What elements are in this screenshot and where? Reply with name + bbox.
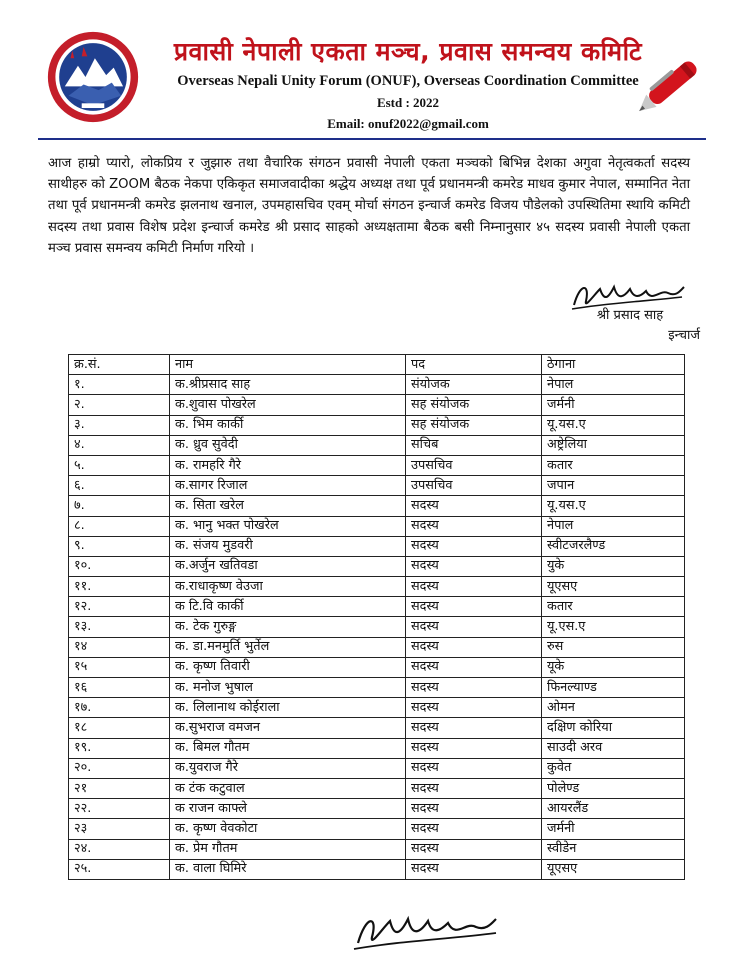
signatory-role: इन्चार्ज <box>668 328 700 343</box>
cell-serial: ३. <box>69 415 170 435</box>
cell-address: जपान <box>542 476 685 496</box>
table-row <box>69 435 685 455</box>
header-serial: क्र.सं. <box>69 355 170 375</box>
cell-position: सदस्य <box>406 859 542 879</box>
table-row <box>69 556 685 576</box>
cell-serial: ६. <box>69 476 170 496</box>
header-address: ठेगाना <box>542 355 685 375</box>
cell-serial: ५. <box>69 455 170 475</box>
cell-position: सदस्य <box>406 799 542 819</box>
cell-address: फिनल्याण्ड <box>542 678 685 698</box>
org-title-nepali: प्रवासी नेपाली एकता मञ्च, प्रवास समन्वय कमिटि <box>173 37 643 66</box>
cell-position: सदस्य <box>406 778 542 798</box>
cell-serial: २२. <box>69 799 170 819</box>
cell-address: आयरलैंड <box>542 799 685 819</box>
table-row <box>69 536 685 556</box>
cell-position: उपसचिव <box>406 455 542 475</box>
cell-position: सह संयोजक <box>406 395 542 415</box>
cell-serial: ८. <box>69 516 170 536</box>
cell-address: नेपाल <box>542 516 685 536</box>
table-row <box>69 476 685 496</box>
cell-position: सदस्य <box>406 637 542 657</box>
cell-serial: १६ <box>69 678 170 698</box>
table-row <box>69 617 685 637</box>
cell-serial: १८ <box>69 718 170 738</box>
cell-name: क. भानु भक्त पोखरेल <box>170 516 406 536</box>
cell-name: क.राधाकृष्ण वेउजा <box>170 577 406 597</box>
table-row <box>69 597 685 617</box>
table-row <box>69 819 685 839</box>
table-row <box>69 698 685 718</box>
cell-name: क.युवराज गैरे <box>170 758 406 778</box>
cell-name: क.सुभराज वमजन <box>170 718 406 738</box>
cell-name: क. मनोज भुषाल <box>170 678 406 698</box>
cell-address: यूएसए <box>542 859 685 879</box>
cell-serial: २५. <box>69 859 170 879</box>
cell-name: क.सागर रिजाल <box>170 476 406 496</box>
table-row <box>69 496 685 516</box>
intro-paragraph: आज हाम्रो प्यारो, लोकप्रिय र जुझारु तथा वैचारिक संगठन प्रवासी नेपाली एकता मञ्चको बिभिन्न देशका अगुवा नेतृत्वकर्ता सदस्य साथीहरु को ZOOM बैठक नेकपा एकिकृत समाजवादीका श्रद्धेय अध्यक्ष तथा पूर्व प्रधानमन्त्री कमरेड माधव कुमार नेपाल, सम्मानित नेता तथा पूर्व प्रधानमन्त्री कमरेड झलनाथ खनाल, उपमहासचिव एवम् मोर्चा संगठन इन्चार्ज कमरेड विजय पौडेलको उपस्थितिमा स्थायि कमिटी सदस्य तथा प्रवास विशेष प्रदेश इन्चार्ज कमरेड श्री प्रसाद साहको अध्यक्षतामा बैठक बसी निम्नानुसार ४५ सदस्य प्रवासी नेपाली एकता मञ्च प्रवास समन्वय कमिटी निर्माण गरियो । <box>48 156 690 256</box>
cell-serial: ९. <box>69 536 170 556</box>
cell-serial: २१ <box>69 778 170 798</box>
cell-position: सदस्य <box>406 718 542 738</box>
table-row <box>69 718 685 738</box>
cell-name: क राजन काफ्ले <box>170 799 406 819</box>
cell-serial: २. <box>69 395 170 415</box>
cell-name: क. प्रेम गौतम <box>170 839 406 859</box>
table-row <box>69 415 685 435</box>
table-row <box>69 637 685 657</box>
cell-address: साउदी अरव <box>542 738 685 758</box>
cell-position: उपसचिव <box>406 476 542 496</box>
table-row <box>69 859 685 879</box>
cell-serial: ४. <box>69 435 170 455</box>
table-row <box>69 839 685 859</box>
cell-address: कतार <box>542 455 685 475</box>
cell-address: यू.यस.ए <box>542 415 685 435</box>
cell-position: सदस्य <box>406 536 542 556</box>
cell-name: क. टेक गुरुङ्ग <box>170 617 406 637</box>
cell-address: जर्मनी <box>542 395 685 415</box>
cell-position: सदस्य <box>406 698 542 718</box>
cell-position: संयोजक <box>406 375 542 395</box>
cell-position: सचिब <box>406 435 542 455</box>
cell-address: यूके <box>542 657 685 677</box>
cell-serial: १७. <box>69 698 170 718</box>
cell-position: सदस्य <box>406 496 542 516</box>
cell-serial: १०. <box>69 556 170 576</box>
cell-address: जर्मनी <box>542 819 685 839</box>
header-divider <box>38 138 706 140</box>
cell-name: क. लिलानाथ कोईराला <box>170 698 406 718</box>
cell-name: क. बिमल गौतम <box>170 738 406 758</box>
cell-serial: १३. <box>69 617 170 637</box>
cell-address: स्वीटजरलैण्ड <box>542 536 685 556</box>
cell-name: क टि.वि कार्की <box>170 597 406 617</box>
cell-position: सदस्य <box>406 819 542 839</box>
established-line: Estd : 2022 <box>376 95 440 110</box>
cell-position: सदस्य <box>406 617 542 637</box>
table-row <box>69 799 685 819</box>
cell-serial: १९. <box>69 738 170 758</box>
cell-address: युके <box>542 556 685 576</box>
cell-serial: ७. <box>69 496 170 516</box>
cell-position: सह संयोजक <box>406 415 542 435</box>
signature-mark-bottom <box>350 905 500 955</box>
email-line: Email: onuf2022@gmail.com <box>327 116 489 131</box>
cell-position: सदस्य <box>406 758 542 778</box>
cell-name: क. वाला घिमिरे <box>170 859 406 879</box>
cell-name: क. रामहरि गैरे <box>170 455 406 475</box>
cell-position: सदस्य <box>406 738 542 758</box>
cell-address: यूएसए <box>542 577 685 597</box>
table-header-row <box>69 355 685 375</box>
table-row <box>69 678 685 698</box>
cell-name: क. सिता खरेल <box>170 496 406 516</box>
cell-address: कुवेत <box>542 758 685 778</box>
cell-name: क.शुवास पोखरेल <box>170 395 406 415</box>
cell-address: ओमन <box>542 698 685 718</box>
header-position: पद <box>406 355 542 375</box>
cell-name: क.श्रीप्रसाद साह <box>170 375 406 395</box>
cell-name: क. संजय मुडवरी <box>170 536 406 556</box>
cell-serial: २३ <box>69 819 170 839</box>
table-row <box>69 758 685 778</box>
cell-position: सदस्य <box>406 678 542 698</box>
cell-position: सदस्य <box>406 577 542 597</box>
cell-name: क. कृष्ण वेवकोटा <box>170 819 406 839</box>
header-name: नाम <box>170 355 406 375</box>
cell-name: क. डा.मनमुर्ति भुर्तेल <box>170 637 406 657</box>
cell-serial: २०. <box>69 758 170 778</box>
cell-position: सदस्य <box>406 657 542 677</box>
cell-position: सदस्य <box>406 556 542 576</box>
cell-serial: ११. <box>69 577 170 597</box>
table-row <box>69 455 685 475</box>
table-row <box>69 738 685 758</box>
fountain-pen-icon <box>628 48 710 124</box>
cell-address: दक्षिण कोरिया <box>542 718 685 738</box>
cell-name: क. ध्रुव सुवेदी <box>170 435 406 455</box>
cell-address: स्वीडेन <box>542 839 685 859</box>
cell-address: यू.एस.ए <box>542 617 685 637</box>
cell-name: क. भिम कार्की <box>170 415 406 435</box>
cell-address: पोलेण्ड <box>542 778 685 798</box>
committee-table <box>68 354 685 880</box>
cell-serial: १२. <box>69 597 170 617</box>
table-row <box>69 778 685 798</box>
cell-serial: २४. <box>69 839 170 859</box>
org-title-english: Overseas Nepali Unity Forum (ONUF), Overseas Coordination Committee <box>177 73 639 89</box>
cell-serial: १४ <box>69 637 170 657</box>
cell-name: क.अर्जुन खतिवडा <box>170 556 406 576</box>
table-row <box>69 395 685 415</box>
cell-serial: १५ <box>69 657 170 677</box>
onuf-emblem-icon <box>46 30 140 124</box>
cell-position: सदस्य <box>406 597 542 617</box>
cell-name: क. कृष्ण तिवारी <box>170 657 406 677</box>
cell-address: अष्ट्रेलिया <box>542 435 685 455</box>
cell-serial: १. <box>69 375 170 395</box>
signatory-name: श्री प्रसाद साह <box>596 308 664 323</box>
cell-name: क टंक कटुवाल <box>170 778 406 798</box>
table-row <box>69 375 685 395</box>
table-row <box>69 577 685 597</box>
table-row <box>69 657 685 677</box>
cell-address: नेपाल <box>542 375 685 395</box>
table-row <box>69 516 685 536</box>
cell-address: कतार <box>542 597 685 617</box>
cell-position: सदस्य <box>406 516 542 536</box>
cell-position: सदस्य <box>406 839 542 859</box>
cell-address: यू.यस.ए <box>542 496 685 516</box>
cell-address: रुस <box>542 637 685 657</box>
